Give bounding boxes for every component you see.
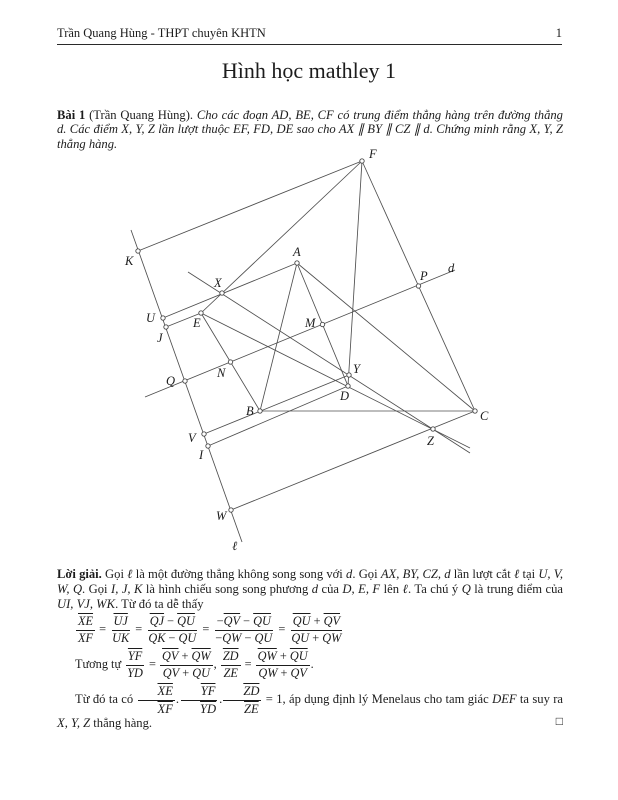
- figure-seg-DI: [208, 386, 348, 446]
- figure-point-label-C: C: [480, 409, 489, 423]
- formula-line-2: Tương tự $\frac{\overline{YF}}{YD}$ = $\frac{\overline{QV} + \overline{QW}}{\overline{QV} + \overline{QU}}$ , $\frac{\overline{ZD}}{ZE}$ = $\frac{\overline{QW} + \overline{QU}}{\overline{QW} + \overline{QV}}$ .: [75, 648, 314, 680]
- figure-point-label-U: U: [146, 311, 156, 325]
- figure-point-label-W: W: [216, 509, 227, 523]
- figure-point-B: [258, 409, 262, 413]
- figure-seg-EF: [201, 161, 362, 313]
- figure-point-label-K: K: [125, 254, 134, 268]
- figure-point-A: [295, 261, 299, 265]
- figure-line-label-ℓ: ℓ: [232, 539, 238, 553]
- figure-point-N: [228, 360, 232, 364]
- figure-point-label-A: A: [293, 245, 301, 259]
- figure-point-label-V: V: [188, 431, 196, 445]
- figure-point-label-N: N: [217, 366, 226, 380]
- figure-point-M: [320, 322, 324, 326]
- figure-point-I: [206, 444, 210, 448]
- figure-seg-UXA: [163, 263, 297, 318]
- figure-line-label-d: d: [448, 261, 455, 275]
- solution-section: [57, 567, 563, 730]
- figure-seg-WZC: [231, 411, 475, 510]
- figure-seg-VBY: [204, 375, 349, 434]
- solution-paragraph: Lời giải. Gọi ℓ là một đường thẳng không song song với d. Gọi AX, BY, CZ, d lần lượt cắt ℓ tại U, V, W, Q. Gọi I, J, K là hình chiếu song song phương d của D, E, F lên ℓ. Ta chú ý Q là trung điểm của UI, VJ, WK. Từ đó ta dễ thấy: [57, 567, 564, 611]
- figure-point-label-B: B: [246, 404, 254, 418]
- figure-point-K: [136, 249, 140, 253]
- document-title: Hình học mathley 1: [221, 58, 397, 83]
- header-author: Trần Quang Hùng - THPT chuyên KHTN: [57, 26, 266, 40]
- figure-point-F: [360, 159, 364, 163]
- figure-line-l: [131, 230, 242, 542]
- figure-line-d: [145, 270, 455, 397]
- figure-seg-FD: [348, 161, 362, 386]
- figure-point-label-F: F: [369, 147, 377, 161]
- figure-seg-FK: [138, 161, 362, 251]
- figure-point-P: [416, 284, 420, 288]
- figure-point-label-J: J: [157, 331, 163, 345]
- figure-point-D: [346, 384, 350, 388]
- figure-point-label-I: I: [199, 448, 204, 462]
- figure-point-V: [202, 432, 206, 436]
- figure-point-label-E: E: [193, 316, 201, 330]
- figure-seg-AC: [297, 263, 475, 411]
- figure-point-C: [473, 409, 477, 413]
- figure-point-Y: [347, 373, 351, 377]
- problem-statement: Bài 1 (Trần Quang Hùng). Cho các đoạn AD, BE, CF có trung điểm thẳng hàng trên đường thẳng d. Các điểm X, Y, Z lần lượt thuộc EF, FD, DE sao cho AX ∥ BY ∥ CZ ∥ d. Chứng minh rằng X, Y, Z thẳng hàng.: [57, 107, 563, 152]
- figure-point-Z: [431, 427, 435, 431]
- figure-point-label-Z: Z: [427, 434, 434, 448]
- figure-point-X: [220, 291, 224, 295]
- conclusion-text: Từ đó ta có $\frac{\overline{XE}}{XF}$ . $\frac{\overline{YF}}{YD}$ . $\frac{\overline{ZD}}{ZE}$ = 1, áp dụng định lý Menelaus cho tam giác DEF ta suy ra X, Y, Z thẳng hàng.: [57, 684, 563, 730]
- figure-point-label-X: X: [214, 276, 222, 290]
- figure-point-label-Q: Q: [166, 374, 176, 388]
- figure-point-J: [164, 325, 168, 329]
- figure-point-E: [199, 311, 203, 315]
- figure-point-label-Y: Y: [353, 362, 360, 376]
- figure-point-W: [229, 508, 233, 512]
- figure-point-label-P: P: [420, 269, 428, 283]
- conclusion-paragraph: [57, 684, 563, 730]
- figure-point-label-M: M: [305, 316, 316, 330]
- formula-line-1: $\frac{\overline{XE}}{XF}$ = $\frac{\overline{UJ}}{UK}$ = $\frac{\overline{QJ} - \overline{QU}}{\overline{QK} - \overline{QU}}$ = $\frac{-\overline{QV} - \overline{QU}}{-\overline{QW} - \overline{QU}}$ = $\frac{\overline{QU} + \overline{QV}}{\overline{QU} + \overline{QW}}$: [78, 614, 342, 646]
- figure-point-label-D: D: [340, 389, 350, 403]
- figure-point-Q: [183, 379, 187, 383]
- figure-point-U: [161, 316, 165, 320]
- qed-box: □: [555, 713, 563, 728]
- header-page-number: 1: [555, 26, 562, 40]
